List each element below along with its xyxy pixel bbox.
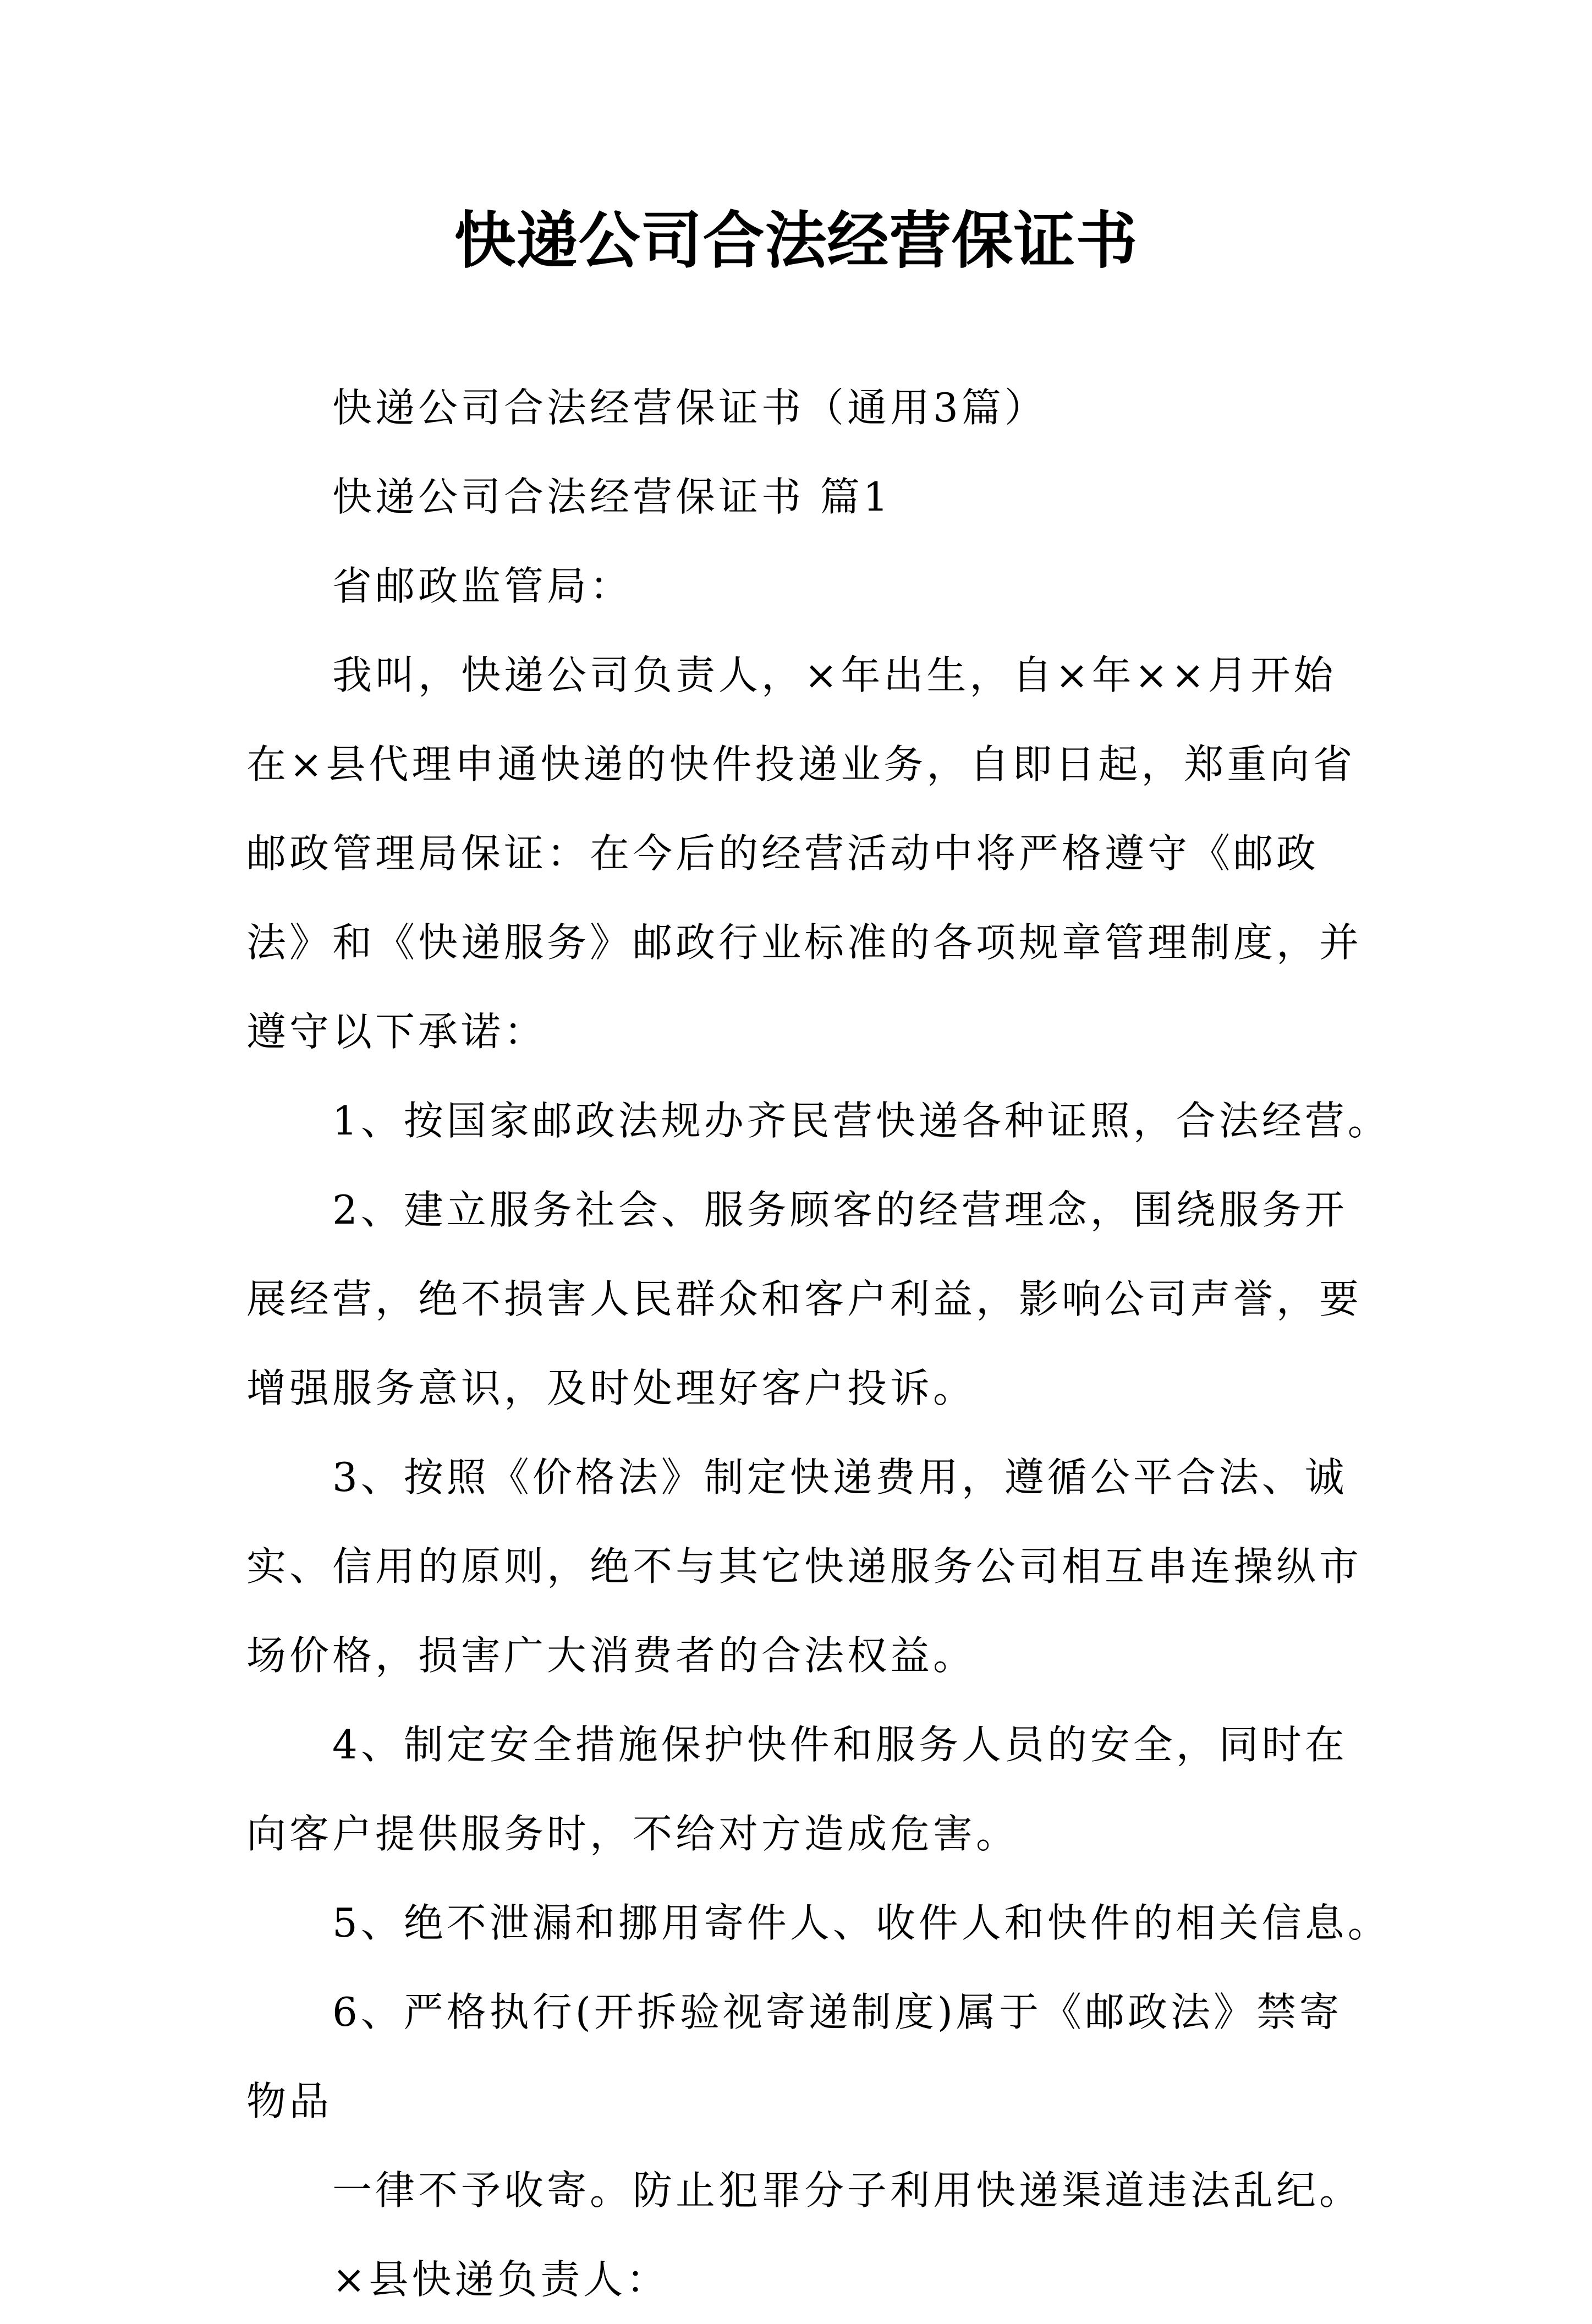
document-title: 快递公司合法经营保证书 [454, 205, 1138, 277]
paragraph-item-4: 4、制定安全措施保护快件和服务人员的安全，同时在向客户提供服务时，不给对方造成危害。 [246, 1722, 1348, 1857]
paragraph-section-heading: 快递公司合法经营保证书 篇1 [332, 474, 892, 520]
paragraph-item-6: 6、严格执行(开拆验视寄递制度)属于《邮政法》禁寄物品 [246, 1989, 1342, 2124]
paragraph-signature: ×县快递负责人： [332, 2256, 669, 2303]
paragraph-addressee: 省邮政监管局： [332, 563, 633, 609]
paragraph-item-2: 2、建立服务社会、服务顾客的经营理念，围绕服务开展经营，绝不损害人民群众和客户利益，影响公司声誉，要增强服务意识，及时处理好客户投诉。 [246, 1187, 1363, 1411]
paragraph-item-6-continued: 一律不予收寄。防止犯罪分子利用快递渠道违法乱纪。 [332, 2167, 1363, 2213]
paragraph-item-5: 5、绝不泄漏和挪用寄件人、收件人和快件的相关信息。 [332, 1900, 1391, 1946]
paragraph-item-3: 3、按照《价格法》制定快递费用，遵循公平合法、诚实、信用的原则，绝不与其它快递服务公司相互串连操纵市场价格，损害广大消费者的合法权益。 [246, 1454, 1363, 1679]
paragraph-item-1: 1、按国家邮政法规办齐民营快递各种证照，合法经营。 [332, 1098, 1391, 1144]
document-body [246, 363, 1391, 2324]
paragraph-intro: 我叫，快递公司负责人，×年出生，自×年××月开始在×县代理申通快递的快件投递业务，自即日起，郑重向省邮政管理局保证：在今后的经营活动中将严格遵守《邮政法》和《快递服务》邮政行业标准的各项规章管理制度，并遵守以下承诺： [246, 652, 1363, 1055]
paragraph-subtitle: 快递公司合法经营保证书（通用3篇） [332, 385, 1047, 431]
